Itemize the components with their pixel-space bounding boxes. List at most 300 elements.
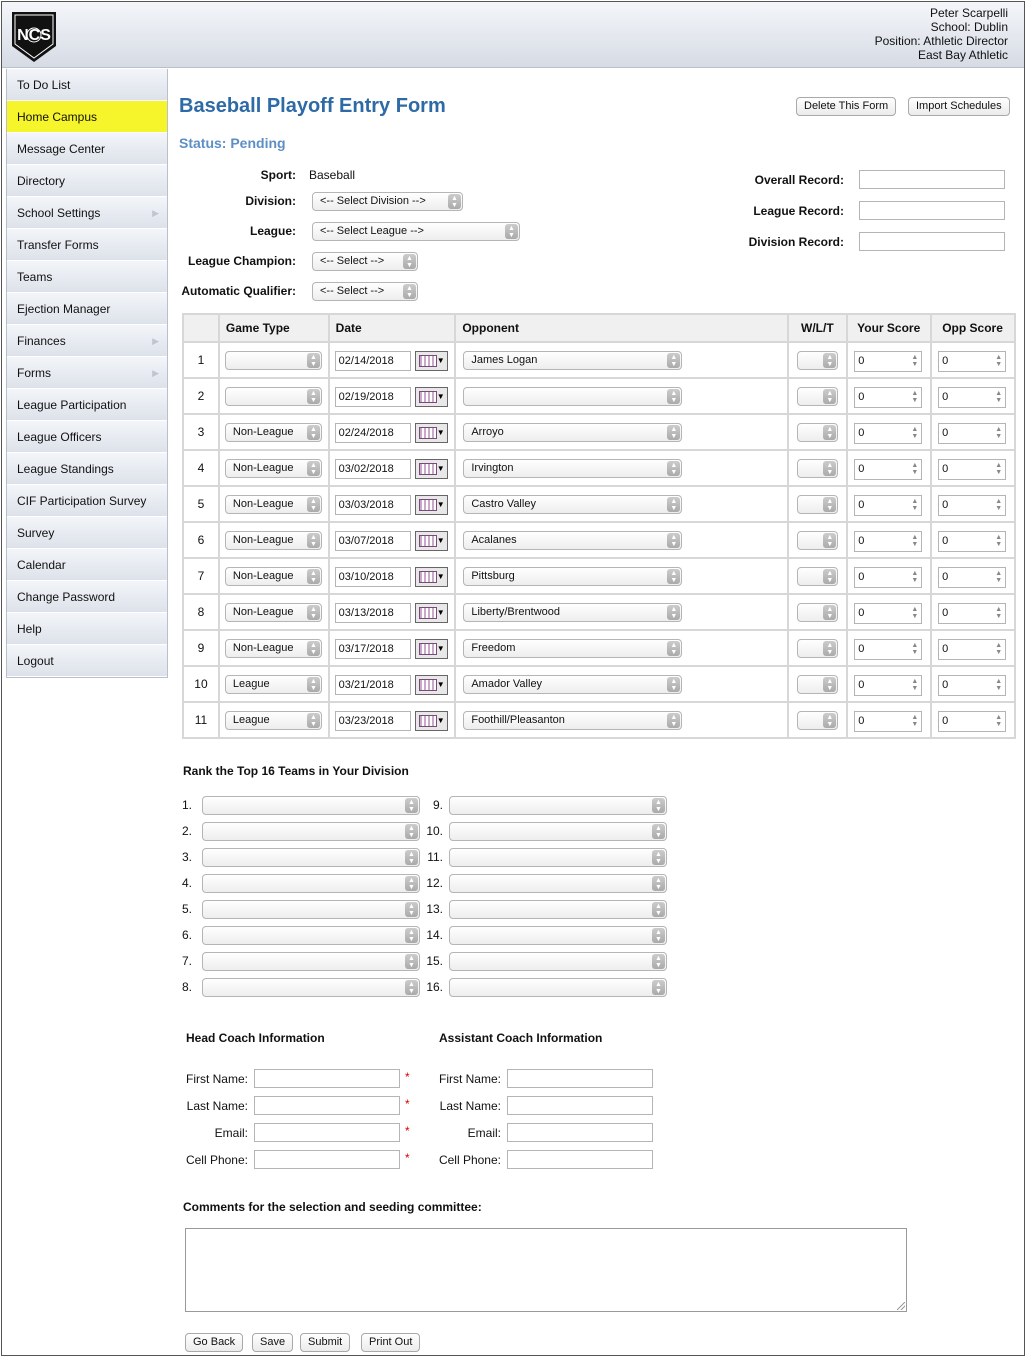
your-score-input[interactable]	[854, 639, 922, 660]
wlt-cell	[788, 630, 847, 666]
select-arrows-icon: ▲ ▼	[667, 677, 680, 692]
select-arrows-icon: ▲ ▼	[307, 353, 320, 368]
opp-score-input[interactable]	[938, 351, 1006, 372]
wlt-select[interactable]	[797, 603, 838, 622]
division-record-label: Division Record:	[748, 235, 844, 249]
save-button[interactable]: Save	[252, 1333, 293, 1352]
assistant-coach-field-label: First Name:	[438, 1072, 501, 1086]
select-arrows-icon: ▲ ▼	[307, 389, 320, 404]
calendar-button[interactable]	[415, 495, 448, 515]
opp-score-input[interactable]	[938, 423, 1006, 444]
game-type-cell	[219, 630, 329, 666]
select-arrows-icon: ▲ ▼	[667, 713, 680, 728]
page-title: Baseball Playoff Entry Form	[179, 95, 446, 117]
your-score-input[interactable]	[854, 531, 922, 552]
game-row	[183, 702, 1015, 738]
sidebar-item-home-campus[interactable]	[7, 101, 167, 133]
sidebar-item-label: League Participation	[17, 398, 127, 412]
wlt-select[interactable]	[797, 423, 838, 442]
spinner-icon[interactable]: ▲ ▼	[995, 426, 1003, 440]
user-school: School: Dublin	[930, 20, 1008, 34]
wlt-select[interactable]	[797, 675, 838, 694]
game-type-cell	[219, 486, 329, 522]
select-arrows-icon: ▲ ▼	[405, 824, 418, 839]
select-arrows-icon: ▲ ▼	[307, 461, 320, 476]
game-type-cell	[219, 450, 329, 486]
opponent-select[interactable]	[463, 351, 682, 370]
select-arrows-icon: ▲ ▼	[823, 533, 836, 548]
game-number: 6	[183, 522, 219, 558]
game-type-select[interactable]	[225, 423, 322, 442]
submenu-arrow-icon: ▶	[152, 208, 159, 218]
division-record-input[interactable]	[859, 232, 1005, 251]
your-score-input[interactable]	[854, 567, 922, 588]
select-arrows-icon: ▲ ▼	[823, 677, 836, 692]
rank-number: 16.	[426, 980, 443, 994]
submenu-arrow-icon: ▶	[152, 368, 159, 378]
your-score-value: 0	[858, 715, 865, 727]
status-label: Status: Pending	[179, 135, 286, 151]
wlt-select[interactable]	[797, 711, 838, 730]
opponent-select[interactable]	[463, 459, 682, 478]
rank-select[interactable]	[202, 796, 420, 815]
game-number: 1	[183, 342, 219, 378]
spinner-icon[interactable]: ▲ ▼	[911, 642, 919, 656]
your-score-cell	[847, 666, 931, 702]
date-cell	[329, 342, 456, 378]
rank-select[interactable]	[449, 848, 667, 867]
spinner-icon[interactable]: ▲ ▼	[911, 606, 919, 620]
sidebar-item-directory[interactable]	[7, 165, 167, 197]
header-date: Date	[329, 314, 456, 342]
date-cell	[329, 414, 456, 450]
opp-score-cell	[931, 342, 1015, 378]
sidebar-item-forms[interactable]	[7, 357, 167, 389]
dropdown-arrow-icon: ▼	[436, 536, 445, 545]
game-type-cell	[219, 378, 329, 414]
sidebar-item-message-center[interactable]	[7, 133, 167, 165]
wlt-cell	[788, 378, 847, 414]
date-input[interactable]: 03/07/2018	[335, 531, 411, 551]
opp-score-input[interactable]	[938, 603, 1006, 624]
game-type-select[interactable]	[225, 531, 322, 550]
select-arrows-icon: ▲ ▼	[652, 824, 665, 839]
opponent-cell	[455, 666, 788, 702]
calendar-button[interactable]	[415, 351, 448, 371]
assistant-coach-field-label: Email:	[467, 1126, 501, 1140]
spinner-icon[interactable]: ▲ ▼	[995, 570, 1003, 584]
game-type-select[interactable]	[225, 675, 322, 694]
rank-select[interactable]	[202, 978, 420, 997]
required-mark: *	[405, 1151, 410, 1165]
your-score-cell	[847, 342, 931, 378]
rank-number: 2.	[181, 824, 192, 838]
rank-number: 7.	[181, 954, 192, 968]
head-coach-input[interactable]	[254, 1096, 400, 1115]
head-coach-input[interactable]	[254, 1069, 400, 1088]
sidebar-item-finances[interactable]	[7, 325, 167, 357]
wlt-cell	[788, 558, 847, 594]
date-cell	[329, 522, 456, 558]
sidebar-item-league-standings[interactable]	[7, 453, 167, 485]
sidebar-item-label: Survey	[17, 526, 55, 540]
head-coach-title: Head Coach Information	[186, 1031, 325, 1045]
your-score-value: 0	[858, 463, 865, 475]
sidebar-item-label: Help	[17, 622, 42, 636]
comments-textarea[interactable]	[185, 1228, 907, 1312]
your-score-input[interactable]	[854, 423, 922, 444]
sidebar-item-label: League Officers	[17, 430, 102, 444]
opp-score-value: 0	[942, 679, 949, 691]
sidebar-item-label: Logout	[17, 654, 54, 668]
head-coach-input[interactable]	[254, 1150, 400, 1169]
date-cell	[329, 666, 456, 702]
calendar-button[interactable]	[415, 531, 448, 551]
calendar-button[interactable]	[415, 459, 448, 479]
wlt-cell	[788, 702, 847, 738]
opponent-cell	[455, 342, 788, 378]
opp-score-input[interactable]	[938, 459, 1006, 480]
assistant-coach-field-label: Cell Phone:	[438, 1153, 501, 1167]
import-schedules-button[interactable]: Import Schedules	[908, 97, 1010, 116]
sidebar-item-change-password[interactable]	[7, 581, 167, 613]
select-arrows-icon: ▲ ▼	[652, 902, 665, 917]
opp-score-input[interactable]	[938, 495, 1006, 516]
delete-form-button[interactable]: Delete This Form	[796, 97, 896, 116]
opponent-select[interactable]	[463, 495, 682, 514]
spinner-icon[interactable]: ▲ ▼	[911, 354, 919, 368]
sidebar-item-calendar[interactable]	[7, 549, 167, 581]
spinner-icon[interactable]: ▲ ▼	[995, 534, 1003, 548]
date-input[interactable]: 03/02/2018	[335, 459, 411, 479]
resize-grip-icon[interactable]	[897, 1302, 905, 1310]
opp-score-value: 0	[942, 571, 949, 583]
your-score-value: 0	[858, 355, 865, 367]
select-arrows-icon: ▲ ▼	[505, 224, 518, 239]
date-input[interactable]: 03/21/2018	[335, 675, 411, 695]
sport-label: Sport:	[260, 168, 296, 182]
rank-select[interactable]	[449, 926, 667, 945]
date-input[interactable]: 02/14/2018	[335, 351, 411, 371]
rank-select[interactable]	[202, 900, 420, 919]
game-type-select[interactable]	[225, 459, 322, 478]
wlt-cell	[788, 666, 847, 702]
opponent-cell	[455, 414, 788, 450]
rank-number: 14.	[426, 928, 443, 942]
spinner-icon[interactable]: ▲ ▼	[911, 426, 919, 440]
select-arrows-icon: ▲ ▼	[652, 876, 665, 891]
calendar-icon	[419, 391, 437, 403]
comments-label: Comments for the selection and seeding committee:	[183, 1200, 482, 1214]
opponent-select[interactable]	[463, 567, 682, 586]
rank-select[interactable]	[202, 822, 420, 841]
opponent-value: Castro Valley	[471, 498, 536, 510]
opp-score-value: 0	[942, 427, 949, 439]
opponent-select[interactable]	[463, 639, 682, 658]
league-record-label: League Record:	[753, 204, 844, 218]
select-arrows-icon: ▲ ▼	[307, 641, 320, 656]
select-arrows-icon: ▲ ▼	[405, 902, 418, 917]
your-score-value: 0	[858, 643, 865, 655]
game-type-select[interactable]	[225, 567, 322, 586]
head-coach-field-label: Cell Phone:	[185, 1153, 248, 1167]
rank-select[interactable]	[449, 796, 667, 815]
opponent-select[interactable]	[463, 711, 682, 730]
rank-select[interactable]	[449, 952, 667, 971]
your-score-value: 0	[858, 571, 865, 583]
opponent-value: Amador Valley	[471, 678, 543, 690]
game-type-select[interactable]	[225, 387, 322, 406]
calendar-button[interactable]	[415, 711, 448, 731]
opp-score-value: 0	[942, 463, 949, 475]
spinner-icon[interactable]: ▲ ▼	[911, 534, 919, 548]
opp-score-value: 0	[942, 355, 949, 367]
game-type-cell	[219, 666, 329, 702]
user-info	[875, 6, 1008, 62]
date-cell	[329, 594, 456, 630]
wlt-select[interactable]	[797, 387, 838, 406]
select-arrows-icon: ▲ ▼	[823, 497, 836, 512]
opponent-select[interactable]	[463, 423, 682, 442]
calendar-button[interactable]	[415, 603, 448, 623]
date-input[interactable]: 03/10/2018	[335, 567, 411, 587]
app-window	[1, 1, 1025, 1356]
select-arrows-icon: ▲ ▼	[307, 605, 320, 620]
spinner-icon[interactable]: ▲ ▼	[995, 714, 1003, 728]
date-cell	[329, 486, 456, 522]
game-number: 2	[183, 378, 219, 414]
rank-select[interactable]	[202, 848, 420, 867]
rank-select[interactable]	[202, 926, 420, 945]
date-cell	[329, 558, 456, 594]
assistant-coach-input[interactable]	[507, 1150, 653, 1169]
game-type-cell	[219, 414, 329, 450]
rank-number: 3.	[181, 850, 192, 864]
sidebar-item-teams[interactable]	[7, 261, 167, 293]
sidebar-item-league-officers[interactable]	[7, 421, 167, 453]
calendar-icon	[419, 535, 437, 547]
opp-score-input[interactable]	[938, 639, 1006, 660]
ranking-title: Rank the Top 16 Teams in Your Division	[183, 764, 409, 778]
spinner-icon[interactable]: ▲ ▼	[995, 642, 1003, 656]
print-out-button[interactable]: Print Out	[361, 1333, 420, 1352]
spinner-icon[interactable]: ▲ ▼	[911, 390, 919, 404]
spinner-icon[interactable]: ▲ ▼	[911, 678, 919, 692]
calendar-button[interactable]	[415, 639, 448, 659]
your-score-input[interactable]	[854, 675, 922, 696]
wlt-cell	[788, 450, 847, 486]
opp-score-input[interactable]	[938, 387, 1006, 408]
game-type-value: Non-League	[232, 534, 294, 546]
rank-number: 1.	[181, 798, 192, 812]
select-arrows-icon: ▲ ▼	[307, 497, 320, 512]
go-back-button[interactable]: Go Back	[185, 1333, 243, 1352]
calendar-icon	[419, 643, 437, 655]
dropdown-arrow-icon: ▼	[436, 644, 445, 653]
rank-number: 11.	[427, 850, 443, 864]
select-arrows-icon: ▲ ▼	[667, 605, 680, 620]
wlt-select[interactable]	[797, 639, 838, 658]
select-arrows-icon: ▲ ▼	[823, 569, 836, 584]
sidebar-item-school-settings[interactable]	[7, 197, 167, 229]
select-arrows-icon: ▲ ▼	[405, 928, 418, 943]
spinner-icon[interactable]: ▲ ▼	[911, 570, 919, 584]
opponent-select[interactable]	[463, 603, 682, 622]
game-row	[183, 558, 1015, 594]
calendar-icon	[419, 427, 437, 439]
game-row	[183, 594, 1015, 630]
your-score-input[interactable]	[854, 459, 922, 480]
dropdown-arrow-icon: ▼	[436, 356, 445, 365]
opp-score-cell	[931, 630, 1015, 666]
rank-number: 4.	[181, 876, 192, 890]
sidebar-item-transfer-forms[interactable]	[7, 229, 167, 261]
rank-select[interactable]	[449, 822, 667, 841]
wlt-select[interactable]	[797, 567, 838, 586]
date-input[interactable]: 03/23/2018	[335, 711, 411, 731]
select-arrows-icon: ▲ ▼	[667, 353, 680, 368]
header-wlt: W/L/T	[788, 314, 847, 342]
calendar-icon	[419, 715, 437, 727]
calendar-button[interactable]	[415, 567, 448, 587]
select-arrows-icon: ▲ ▼	[307, 677, 320, 692]
assistant-coach-input[interactable]	[507, 1123, 653, 1142]
calendar-icon	[419, 355, 437, 367]
wlt-select[interactable]	[797, 459, 838, 478]
sidebar-item-logout[interactable]	[7, 645, 167, 677]
your-score-input[interactable]	[854, 387, 922, 408]
opponent-value: James Logan	[471, 354, 538, 366]
opponent-select[interactable]	[463, 531, 682, 550]
your-score-input[interactable]	[854, 495, 922, 516]
date-cell	[329, 702, 456, 738]
league-record-input[interactable]	[859, 201, 1005, 220]
select-arrows-icon: ▲ ▼	[667, 533, 680, 548]
game-row	[183, 450, 1015, 486]
league-champion-select[interactable]	[312, 252, 418, 271]
date-input[interactable]: 02/24/2018	[335, 423, 411, 443]
sidebar-item-label: Home Campus	[17, 110, 98, 124]
sidebar-item-survey[interactable]	[7, 517, 167, 549]
your-score-cell	[847, 414, 931, 450]
spinner-icon[interactable]: ▲ ▼	[911, 462, 919, 476]
sidebar-item-to-do-list[interactable]	[7, 69, 167, 101]
assistant-coach-input[interactable]	[507, 1096, 653, 1115]
assistant-coach-input[interactable]	[507, 1069, 653, 1088]
opponent-select[interactable]	[463, 387, 682, 406]
game-type-select[interactable]	[225, 711, 322, 730]
your-score-input[interactable]	[854, 711, 922, 732]
opp-score-input[interactable]	[938, 711, 1006, 732]
spinner-icon[interactable]: ▲ ▼	[911, 498, 919, 512]
date-input[interactable]: 03/03/2018	[335, 495, 411, 515]
rank-number: 10.	[426, 824, 443, 838]
sidebar-item-cif-participation-survey[interactable]	[7, 485, 167, 517]
your-score-cell	[847, 486, 931, 522]
game-row	[183, 342, 1015, 378]
sidebar-item-league-participation[interactable]	[7, 389, 167, 421]
opponent-value: Arroyo	[471, 426, 504, 438]
league-select[interactable]	[312, 222, 520, 241]
dropdown-arrow-icon: ▼	[436, 428, 445, 437]
game-type-value: Non-League	[232, 642, 294, 654]
assistant-coach-title: Assistant Coach Information	[439, 1031, 603, 1045]
submit-button[interactable]: Submit	[300, 1333, 350, 1352]
date-input[interactable]: 03/13/2018	[335, 603, 411, 623]
your-score-cell	[847, 702, 931, 738]
rank-number: 9.	[432, 798, 443, 812]
spinner-icon[interactable]: ▲ ▼	[995, 498, 1003, 512]
head-coach-input[interactable]	[254, 1123, 400, 1142]
spinner-icon[interactable]: ▲ ▼	[995, 606, 1003, 620]
wlt-cell	[788, 342, 847, 378]
opponent-select[interactable]	[463, 675, 682, 694]
wlt-select[interactable]	[797, 495, 838, 514]
select-arrows-icon: ▲ ▼	[652, 798, 665, 813]
your-score-input[interactable]	[854, 603, 922, 624]
logo-text: NCS	[17, 27, 51, 44]
dropdown-arrow-icon: ▼	[436, 608, 445, 617]
opp-score-value: 0	[942, 607, 949, 619]
wlt-select[interactable]	[797, 351, 838, 370]
spinner-icon[interactable]: ▲ ▼	[995, 678, 1003, 692]
sidebar-item-label: Ejection Manager	[17, 302, 111, 316]
ncs-logo[interactable]	[8, 6, 60, 64]
game-type-select[interactable]	[225, 639, 322, 658]
your-score-cell	[847, 558, 931, 594]
game-type-select[interactable]	[225, 351, 322, 370]
game-type-value: League	[232, 714, 270, 726]
calendar-button[interactable]	[415, 423, 448, 443]
calendar-button[interactable]	[415, 387, 448, 407]
game-number: 3	[183, 414, 219, 450]
opponent-value: Liberty/Brentwood	[471, 606, 561, 618]
rank-select[interactable]	[449, 874, 667, 893]
game-type-select[interactable]	[225, 495, 322, 514]
your-score-input[interactable]	[854, 351, 922, 372]
game-number: 11	[183, 702, 219, 738]
opp-score-input[interactable]	[938, 675, 1006, 696]
spinner-icon[interactable]: ▲ ▼	[995, 354, 1003, 368]
sidebar-item-ejection-manager[interactable]	[7, 293, 167, 325]
spinner-icon[interactable]: ▲ ▼	[995, 462, 1003, 476]
sidebar-item-help[interactable]	[7, 613, 167, 645]
header-opp-score: Opp Score	[931, 314, 1015, 342]
date-input[interactable]: 03/17/2018	[335, 639, 411, 659]
game-number: 10	[183, 666, 219, 702]
rank-select[interactable]	[202, 874, 420, 893]
game-type-select[interactable]	[225, 603, 322, 622]
auto-qualifier-select[interactable]	[312, 282, 418, 301]
rank-number: 6.	[181, 928, 192, 942]
user-position: Position: Athletic Director	[874, 34, 1008, 48]
overall-record-input[interactable]	[859, 170, 1005, 189]
date-cell	[329, 450, 456, 486]
date-input[interactable]: 02/19/2018	[335, 387, 411, 407]
rank-select[interactable]	[449, 978, 667, 997]
division-select[interactable]	[312, 192, 463, 211]
opp-score-input[interactable]	[938, 531, 1006, 552]
wlt-select[interactable]	[797, 531, 838, 550]
rank-select[interactable]	[449, 900, 667, 919]
spinner-icon[interactable]: ▲ ▼	[911, 714, 919, 728]
select-arrows-icon: ▲ ▼	[405, 954, 418, 969]
opp-score-input[interactable]	[938, 567, 1006, 588]
game-row	[183, 414, 1015, 450]
calendar-button[interactable]	[415, 675, 448, 695]
rank-select[interactable]	[202, 952, 420, 971]
spinner-icon[interactable]: ▲ ▼	[995, 390, 1003, 404]
